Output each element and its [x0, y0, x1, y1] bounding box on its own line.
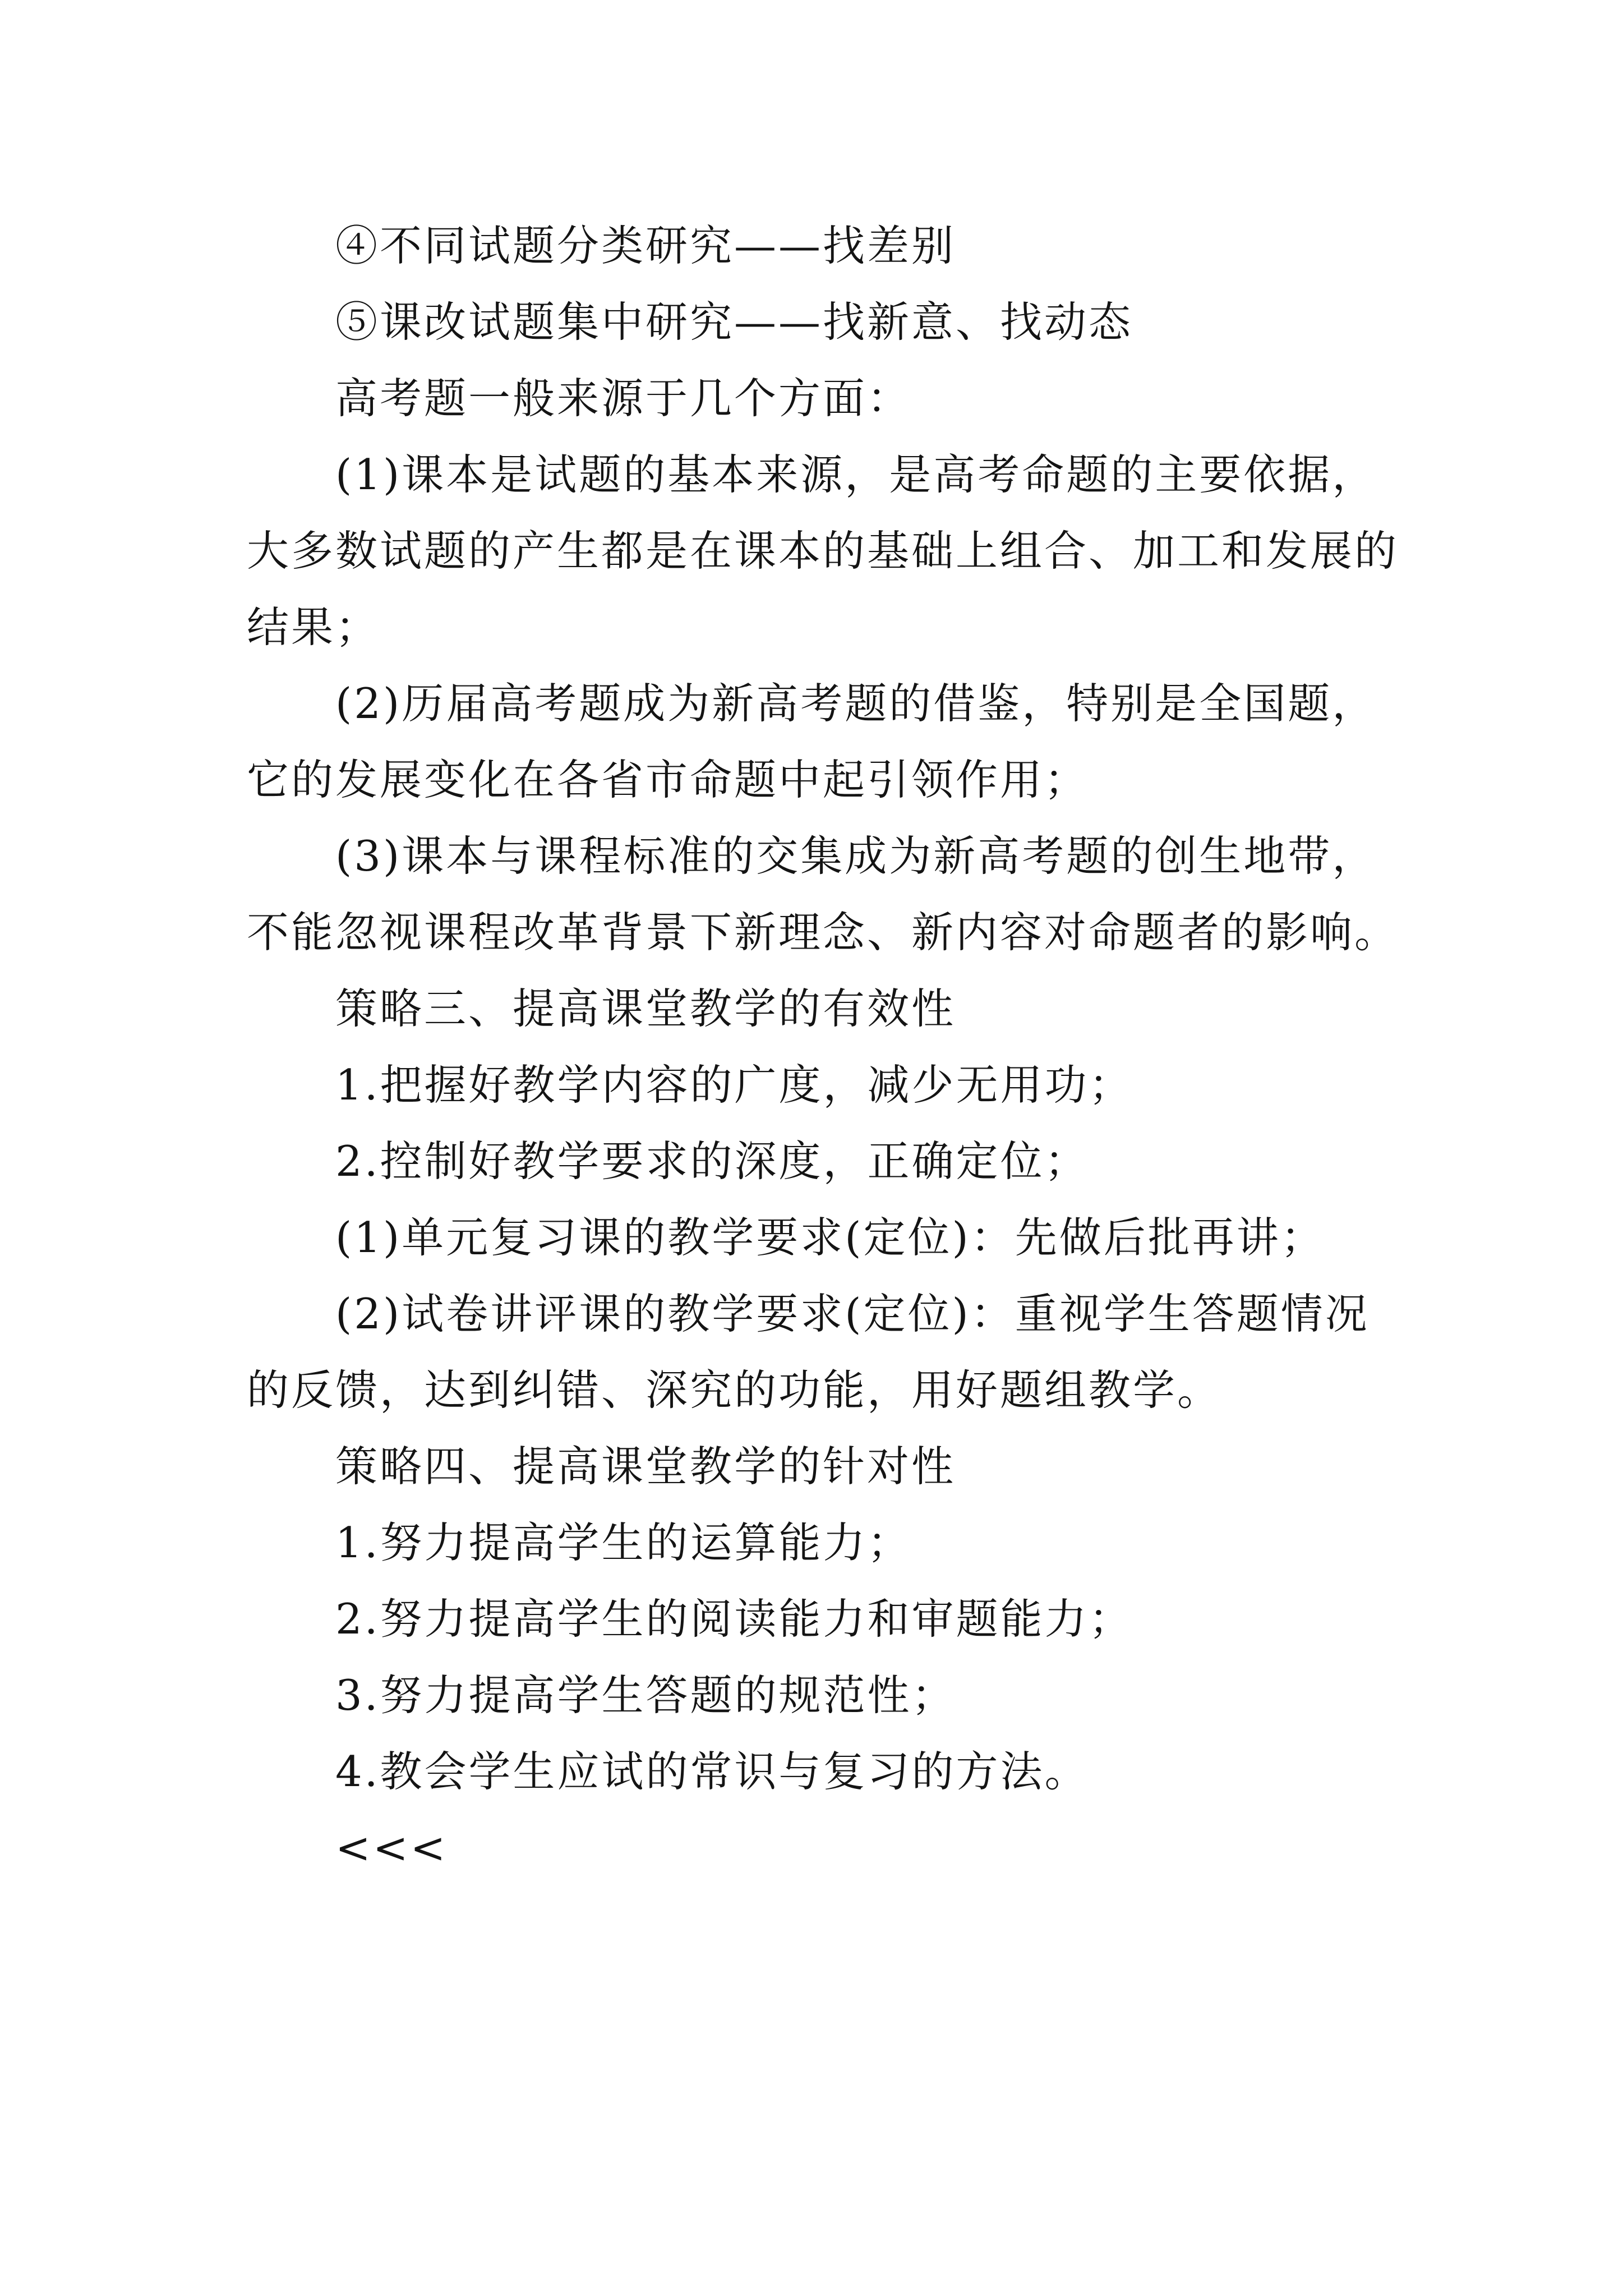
paragraph-computation-ability: 1.努力提高学生的运算能力；: [335, 1518, 912, 1567]
paragraph-study-differences: ④不同试题分类研究——找差别: [335, 221, 956, 270]
heading-strategy-four: 策略四、提高课堂教学的针对性: [335, 1442, 956, 1491]
paragraph-unit-review: (1)单元复习课的教学要求(定位)：先做后批再讲；: [335, 1213, 1325, 1262]
paragraph-source-past-exams: (2)历届高考题成为新高考题的借鉴，特别是全国题，它的发展变化在各省市命题中起引领作用；: [247, 679, 1377, 804]
heading-strategy-three: 策略三、提高课堂教学的有效性: [335, 984, 956, 1033]
paragraph-teaching-depth: 2.控制好教学要求的深度，正确定位；: [335, 1137, 1089, 1186]
paragraph-answer-standards: 3.努力提高学生答题的规范性；: [335, 1671, 956, 1720]
paragraph-reading-ability: 2.努力提高学生的阅读能力和审题能力；: [335, 1594, 1133, 1644]
paragraph-source-curriculum: (3)课本与课程标准的交集成为新高考题的创生地带，不能忽视课程改革背景下新理念、新内容对命题者的影响。: [247, 831, 1399, 957]
paragraph-exam-sources-heading: 高考题一般来源于几个方面：: [335, 374, 912, 423]
paragraph-paper-review: (2)试卷讲评课的教学要求(定位)：重视学生答题情况的反馈，达到纠错、深究的功能，用好题组教学。: [247, 1289, 1370, 1415]
paragraph-source-textbook: (1)课本是试题的基本来源，是高考命题的主要依据，大多数试题的产生都是在课本的基础上组合、加工和发展的结果；: [247, 450, 1399, 652]
paragraph-teaching-breadth: 1.把握好教学内容的广度，减少无用功；: [335, 1060, 1133, 1110]
paragraph-study-new-trends: ⑤课改试题集中研究——找新意、找动态: [335, 297, 1133, 347]
end-marker: <<<: [335, 1823, 448, 1872]
document-body: [247, 208, 1402, 1886]
paragraph-exam-methods: 4.教会学生应试的常识与复习的方法。: [335, 1747, 1089, 1796]
